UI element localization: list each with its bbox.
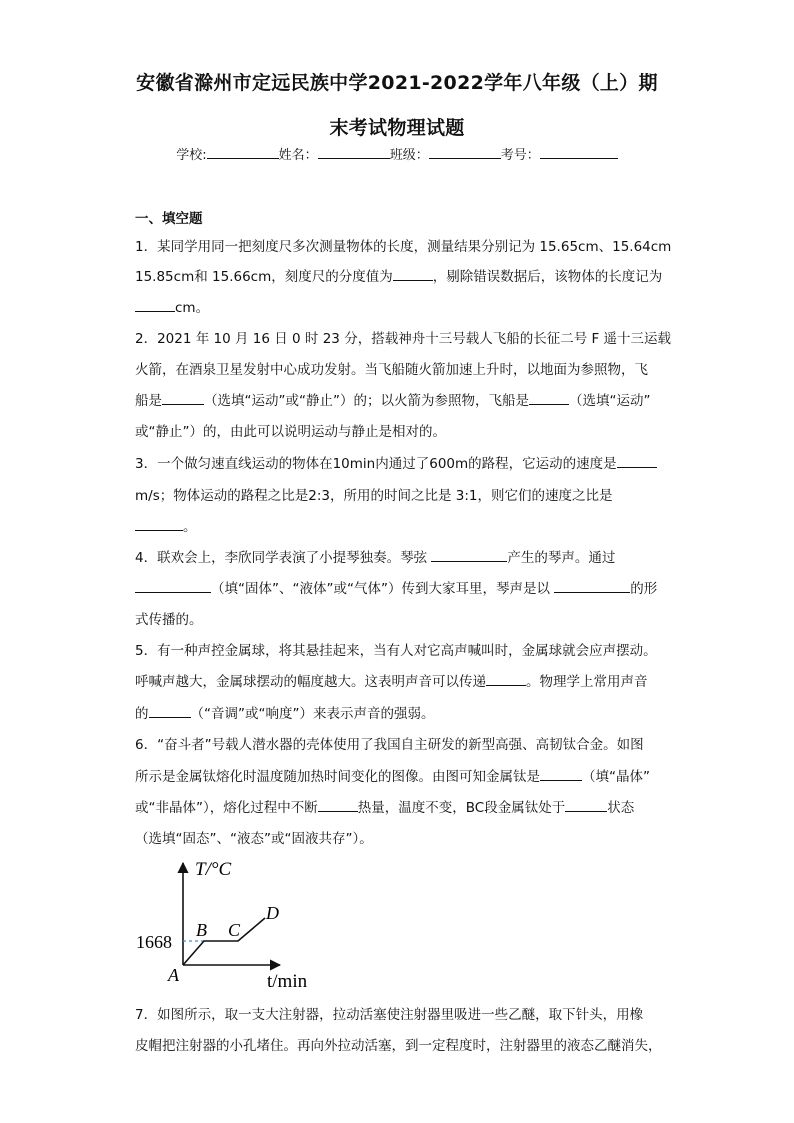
- question-line: （选填“固态”、“液态”或“固液共存”）。: [135, 831, 373, 847]
- answer-blank[interactable]: [554, 580, 630, 593]
- question-line: 2．2021 年 10 月 16 日 0 时 23 分，搭载神舟十三号载人飞船的长征二号 F 遥十三运载: [135, 331, 672, 347]
- question-line: cm。: [135, 296, 209, 316]
- answer-blank[interactable]: [149, 705, 191, 718]
- question-line: 皮帽把注射器的小孔堵住。再向外拉动活塞，到一定程度时，注射器里的液态乙醚消失，: [135, 1038, 662, 1054]
- question-line: 船是 （选填“运动”或“静止”）的；以火箭为参照物，飞船是 （选填“运动”: [135, 393, 651, 409]
- question-line: 4．联欢会上，李欣同学表演了小提琴独奏。琴弦 产生的琴声。通过: [135, 550, 616, 566]
- number-label: 考号：: [500, 148, 540, 163]
- point-label-d: D: [266, 903, 279, 923]
- exam-title-line-2: 末考试物理试题: [329, 117, 465, 139]
- question-line: 1．某同学用同一把刻度尺多次测量物体的长度，测量结果分别记为 15.65cm、15.64cm: [135, 239, 672, 255]
- answer-blank[interactable]: [565, 799, 607, 812]
- answer-blank[interactable]: [135, 580, 211, 593]
- question-line: （填“固体”、“液体”或“气体”）传到大家耳里，琴声是以 的形: [135, 577, 657, 597]
- class-label: 班级：: [389, 148, 429, 163]
- answer-blank[interactable]: [393, 268, 433, 281]
- exam-title-line-1: 安徽省滁州市定远民族中学2021-2022学年八年级（上）期: [136, 72, 658, 94]
- value-label: 1668: [136, 932, 172, 952]
- question-line: 7．如图所示，取一支大注射器，拉动活塞使注射器里吸进一些乙醚，取下针头，用橡: [135, 1007, 644, 1023]
- point-label-b: B: [196, 920, 207, 940]
- question-line: 火箭，在酒泉卫星发射中心成功发射。当飞船随火箭加速上升时，以地面为参照物，飞: [135, 362, 648, 378]
- class-blank[interactable]: [429, 146, 501, 159]
- melting-graph: [130, 855, 330, 990]
- name-blank[interactable]: [318, 146, 390, 159]
- point-label-a: A: [168, 965, 179, 985]
- answer-blank[interactable]: [486, 673, 526, 686]
- question-line: 的 （“音调”或“响度”）来表示声音的强弱。: [135, 706, 435, 722]
- question-line: 所示是金属钛熔化时温度随加热时间变化的图像。由图可知金属钛是 （填“晶体”: [135, 769, 650, 785]
- school-blank[interactable]: [207, 146, 279, 159]
- question-line: 15.85cm和 15.66cm，刻度尺的分度值为 ，剔除错误数据后，该物体的长度记为: [135, 269, 663, 285]
- name-label: 姓名：: [278, 148, 318, 163]
- question-line: 6．“奋斗者”号载人潜水器的壳体使用了我国自主研发的新型高强、高韧钛合金。如图: [135, 737, 644, 753]
- x-axis-label: t/min: [267, 971, 308, 990]
- answer-blank[interactable]: [529, 392, 569, 405]
- y-axis-label: T/°C: [195, 859, 232, 880]
- answer-blank[interactable]: [318, 799, 358, 812]
- question-line: 呼喊声越大，金属球摆动的幅度越大。这表明声音可以传递 。物理学上常用声音: [135, 674, 648, 690]
- question-line: 5．有一种声控金属球，将其悬挂起来，当有人对它高声喊叫时，金属球就会应声摆动。: [135, 643, 657, 659]
- question-line: 式传播的。: [135, 612, 203, 628]
- answer-blank[interactable]: [431, 549, 507, 562]
- answer-blank[interactable]: [617, 455, 657, 468]
- question-line: 。: [135, 515, 197, 535]
- section-title: 一、填空题: [135, 211, 203, 227]
- answer-blank[interactable]: [135, 518, 183, 531]
- number-blank[interactable]: [540, 146, 618, 159]
- school-label: 学校:: [176, 148, 207, 163]
- question-line: 或“非晶体”），熔化过程中不断 热量，温度不变，BC段金属钛处于 状态: [135, 800, 635, 816]
- answer-blank[interactable]: [135, 299, 175, 312]
- student-info-row: [0, 144, 794, 163]
- answer-blank[interactable]: [540, 768, 582, 781]
- question-line: 或“静止”）的，由此可以说明运动与静止是相对的。: [135, 424, 446, 440]
- question-line: m/s；物体运动的路程之比是2:3，所用的时间之比是 3:1，则它们的速度之比是: [135, 488, 613, 504]
- answer-blank[interactable]: [162, 392, 204, 405]
- question-line: 3．一个做匀速直线运动的物体在10min内通过了600m的路程，它运动的速度是: [135, 452, 657, 472]
- point-label-c: C: [228, 920, 241, 940]
